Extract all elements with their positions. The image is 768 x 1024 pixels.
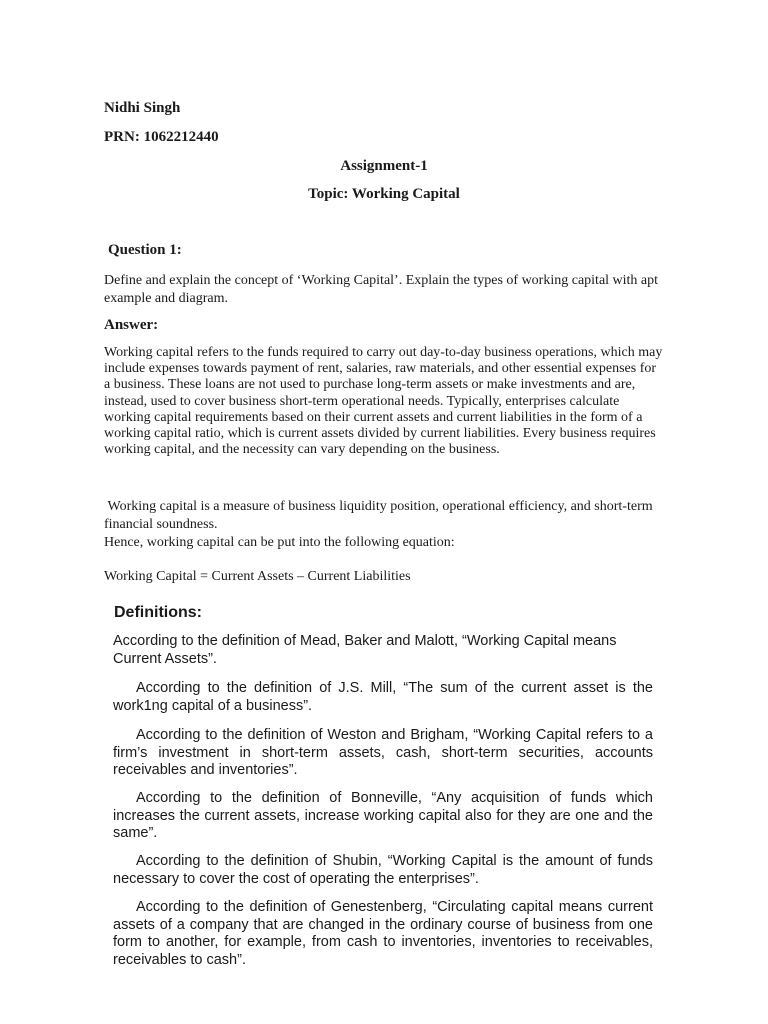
answer-paragraph: Working capital refers to the funds required to carry out day-to-day business operations, which may include expenses towards payment of rent, salaries, raw materials, and other essential expenses for a business. These loans are not used to purchase long-term assets or make investments and are, instead, used to cover business short-term operational needs. Typically, enterprises calculate working capital requirements based on their current assets and current liabilities in the form of a working capital ratio, which is current assets divided by current liabilities. Every business requires working capital, and the necessity can vary depending on the business.: [104, 345, 663, 458]
assignment-title: Assignment-1: [340, 158, 428, 174]
definition-shubin: According to the definition of Shubin, “Working Capital is the amount of funds necessary to cover the cost of operating the enterprises”.: [113, 853, 653, 887]
definition-genestenberg: According to the definition of Genestenberg, “Circulating capital means current assets of a company that are changed in the ordinary course of business from one form to another, for example, from cash to inventories, inventories to receivables, receivables to cash”.: [113, 899, 653, 968]
question-text: Define and explain the concept of ‘Working Capital’. Explain the types of working capital with apt example and diagram.: [104, 273, 659, 306]
question-heading: Question 1:: [108, 242, 182, 258]
definition-weston-brigham: According to the definition of Weston and Brigham, “Working Capital refers to a firm’s investment in short-term assets, cash, short-term securities, accounts receivables and inventories”.: [113, 727, 653, 778]
definition-bonneville: According to the definition of Bonneville, “Any acquisition of funds which increases the current assets, increase working capital also for they are one and the same”.: [113, 790, 653, 841]
equation-intro: Hence, working capital can be put into the following equation:: [104, 535, 455, 550]
liquidity-sentence: Working capital is a measure of business liquidity position, operational efficiency, and short-term financial soundness.: [104, 499, 657, 532]
definition-js-mill: According to the definition of J.S. Mill, “The sum of the current asset is the work1ng capital of a business”.: [113, 680, 653, 714]
definitions-heading: Definitions:: [114, 604, 202, 621]
answer-heading: Answer:: [104, 317, 159, 333]
answer-paragraph-2: [104, 498, 664, 552]
topic-title: Topic: Working Capital: [308, 186, 460, 202]
prn-number: PRN: 1062212440: [104, 129, 219, 145]
definition-mead-baker-malott: According to the definition of Mead, Baker and Malott, “Working Capital means Current Assets”.: [113, 633, 617, 667]
working-capital-equation: Working Capital = Current Assets – Current Liabilities: [104, 569, 411, 584]
author-name: Nidhi Singh: [104, 100, 181, 116]
